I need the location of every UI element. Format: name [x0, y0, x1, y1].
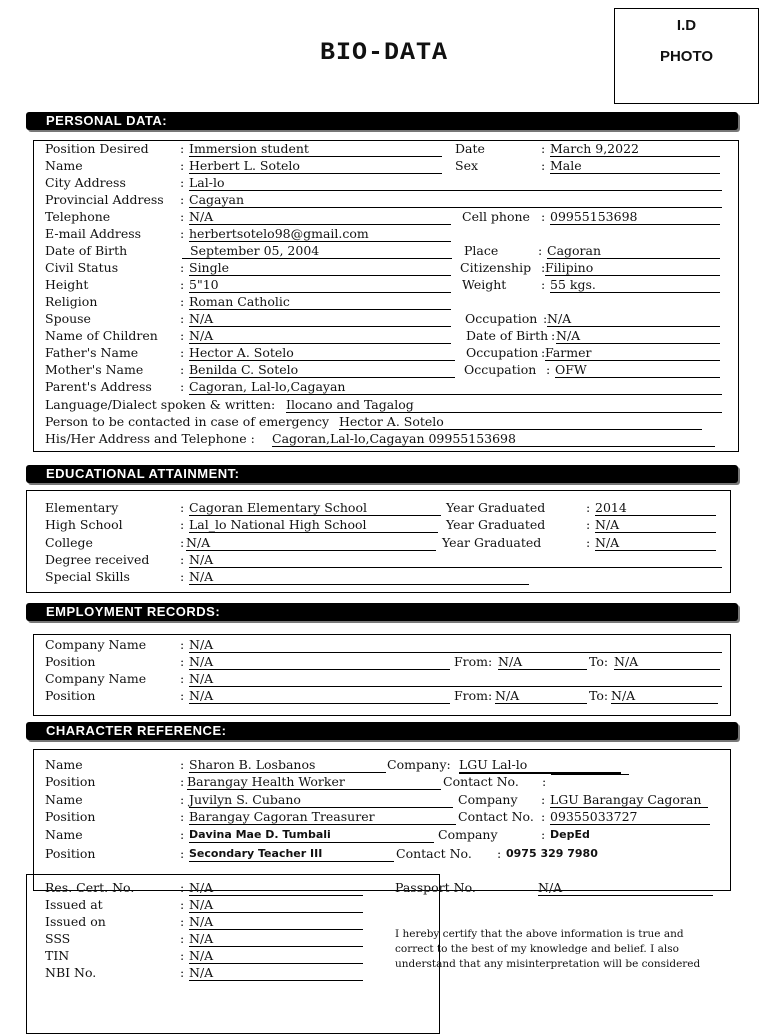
- label-parents-address: Parent's Address: [45, 379, 152, 394]
- label-from: From:: [454, 654, 493, 669]
- colon: :: [541, 209, 546, 224]
- page-title: BIO-DATA: [319, 38, 449, 67]
- colon: :: [546, 362, 551, 377]
- label-ref-contact: Contact No.: [396, 846, 472, 861]
- field-elementary-year[interactable]: 2014: [595, 500, 716, 516]
- field-citizenship[interactable]: Filipino: [545, 260, 720, 276]
- field-ref2-company[interactable]: LGU Barangay Cagoran: [550, 792, 708, 808]
- label-position-desired: Position Desired: [45, 141, 149, 156]
- label-children-dob: Date of Birth: [466, 328, 549, 343]
- field-nbi[interactable]: N/A: [189, 965, 363, 981]
- colon: :: [180, 362, 185, 377]
- field-passport[interactable]: N/A: [538, 880, 713, 896]
- field-to-1[interactable]: N/A: [614, 654, 720, 670]
- colon: :: [541, 158, 546, 173]
- label-ref-name: Name: [45, 757, 83, 772]
- label-tin: TIN: [45, 948, 70, 963]
- label-year-graduated: Year Graduated: [446, 517, 546, 532]
- colon: :: [180, 757, 185, 772]
- field-place[interactable]: Cagoran: [547, 243, 720, 259]
- field-high-school-year[interactable]: N/A: [595, 517, 716, 533]
- label-religion: Religion: [45, 294, 98, 309]
- field-email[interactable]: herbertsotelo98@gmail.com: [189, 226, 451, 242]
- label-sex: Sex: [455, 158, 479, 173]
- label-citizenship: Citizenship: [460, 260, 532, 275]
- field-from-1[interactable]: N/A: [498, 654, 587, 670]
- colon: :: [543, 311, 548, 326]
- label-emergency: Person to be contacted in case of emergency: [45, 414, 330, 429]
- label-date: Date: [455, 141, 485, 156]
- label-skills: Special Skills: [45, 569, 130, 584]
- label-to: To:: [589, 654, 609, 669]
- label-to: To:: [589, 688, 609, 703]
- colon: :: [541, 809, 546, 824]
- label-ref-position: Position: [45, 846, 96, 861]
- colon: :: [180, 792, 185, 807]
- photo-label-2: PHOTO: [659, 48, 714, 65]
- colon: :: [180, 569, 185, 584]
- field-father-occupation[interactable]: Farmer: [545, 345, 720, 361]
- label-position: Position: [45, 688, 96, 703]
- colon: :: [180, 311, 185, 326]
- field-ref1-name[interactable]: Sharon B. Losbanos: [189, 757, 386, 773]
- label-name: Name: [45, 158, 83, 173]
- colon: :: [180, 552, 185, 567]
- field-spouse-occupation[interactable]: N/A: [547, 311, 720, 327]
- field-ref3-company[interactable]: DepEd: [550, 828, 590, 841]
- field-ref3-position[interactable]: Secondary Teacher III: [189, 846, 394, 862]
- label-mother: Mother's Name: [45, 362, 144, 377]
- label-children: Name of Children: [45, 328, 158, 343]
- label-position: Position: [45, 654, 96, 669]
- colon: :: [586, 535, 591, 550]
- label-father: Father's Name: [45, 345, 139, 360]
- field-children[interactable]: N/A: [189, 328, 451, 344]
- colon: :: [180, 260, 185, 275]
- field-tin[interactable]: N/A: [189, 948, 363, 964]
- field-company-1[interactable]: N/A: [189, 637, 722, 653]
- field-dob[interactable]: September 05, 2004: [182, 243, 452, 259]
- label-telephone: Telephone: [45, 209, 111, 224]
- colon: :: [541, 345, 546, 360]
- colon: :: [180, 897, 185, 912]
- colon: :: [180, 500, 185, 515]
- colon: :: [180, 914, 185, 929]
- label-height: Height: [45, 277, 89, 292]
- label-passport: Passport No.: [395, 880, 476, 895]
- colon: :: [541, 260, 546, 275]
- label-ref-position: Position: [45, 809, 96, 824]
- field-ref3-name[interactable]: Davina Mae D. Tumbali: [189, 827, 434, 843]
- label-email: E-mail Address: [45, 226, 142, 241]
- label-issued-at: Issued at: [45, 897, 103, 912]
- colon: :: [541, 792, 546, 807]
- label-language: Language/Dialect spoken & written:: [45, 397, 276, 412]
- field-ref1-company[interactable]: LGU Lal-lo: [459, 757, 621, 774]
- field-ref2-position[interactable]: Barangay Cagoran Treasurer: [189, 809, 456, 825]
- field-children-dob[interactable]: N/A: [556, 328, 720, 344]
- label-ref-company: Company: [438, 827, 498, 842]
- label-ref-position: Position: [45, 774, 96, 789]
- colon: :: [180, 846, 185, 861]
- label-ref-contact: Contact No.: [443, 774, 519, 789]
- field-skills[interactable]: N/A: [189, 569, 529, 585]
- field-college[interactable]: N/A: [186, 535, 436, 551]
- field-city-address[interactable]: Lal-lo: [189, 175, 722, 191]
- field-language[interactable]: Ilocano and Tagalog: [286, 397, 722, 413]
- colon: :: [180, 226, 185, 241]
- label-ref-contact: Contact No.: [458, 809, 534, 824]
- label-year-graduated: Year Graduated: [446, 500, 546, 515]
- field-ref2-contact[interactable]: 09355033727: [550, 809, 710, 825]
- colon: :: [497, 846, 502, 861]
- colon: :: [180, 175, 185, 190]
- colon: :: [180, 517, 185, 532]
- field-to-2[interactable]: N/A: [611, 688, 718, 704]
- field-sss[interactable]: N/A: [189, 931, 363, 947]
- field-father[interactable]: Hector A. Sotelo: [189, 345, 455, 361]
- colon: :: [180, 654, 185, 669]
- label-ref-name: Name: [45, 792, 83, 807]
- colon: :: [180, 827, 185, 842]
- field-religion[interactable]: Roman Catholic: [189, 294, 451, 310]
- colon: :: [180, 774, 185, 789]
- colon: :: [180, 379, 185, 394]
- colon: :: [541, 141, 546, 156]
- label-cell-phone: Cell phone: [462, 209, 530, 224]
- field-degree[interactable]: N/A: [189, 552, 722, 568]
- certification-text: I hereby certify that the above information is true and correct to the best of my knowledge and belief. I also understand that any misinterpretation will be considered: [395, 928, 701, 970]
- label-mother-occupation: Occupation: [464, 362, 537, 377]
- field-elementary[interactable]: Cagoran Elementary School: [189, 500, 441, 516]
- label-ref-name: Name: [45, 827, 83, 842]
- section-header-character: CHARACTER REFERENCE:: [26, 722, 738, 740]
- field-spouse[interactable]: N/A: [189, 311, 451, 327]
- field-telephone[interactable]: N/A: [189, 209, 451, 225]
- label-company-name: Company Name: [45, 671, 147, 686]
- label-civil-status: Civil Status: [45, 260, 119, 275]
- colon: :: [180, 948, 185, 963]
- label-spouse-occupation: Occupation: [465, 311, 538, 326]
- label-from: From:: [454, 688, 493, 703]
- colon: :: [586, 517, 591, 532]
- colon: :: [551, 328, 556, 343]
- label-sss: SSS: [45, 931, 71, 946]
- field-issued-at[interactable]: N/A: [189, 897, 363, 913]
- field-high-school[interactable]: Lal_lo National High School: [189, 517, 438, 533]
- label-dob: Date of Birth: [45, 243, 128, 258]
- field-ref1-contact[interactable]: [551, 774, 629, 775]
- label-year-graduated: Year Graduated: [442, 535, 542, 550]
- id-photo-box: [614, 8, 759, 104]
- field-res-cert[interactable]: N/A: [189, 880, 363, 896]
- field-ref3-contact[interactable]: 0975 329 7980: [506, 847, 598, 860]
- field-position-desired[interactable]: Immersion student: [189, 141, 442, 157]
- colon: :: [542, 774, 547, 789]
- field-from-2[interactable]: N/A: [495, 688, 587, 704]
- label-high-school: High School: [45, 517, 123, 532]
- label-res-cert: Res. Cert. No.: [45, 880, 135, 895]
- colon: :: [180, 671, 185, 686]
- colon: :: [541, 277, 546, 292]
- label-college: College: [45, 535, 93, 550]
- label-father-occupation: Occupation: [466, 345, 539, 360]
- colon: :: [541, 827, 546, 842]
- label-issued-on: Issued on: [45, 914, 106, 929]
- field-name[interactable]: Herbert L. Sotelo: [189, 158, 442, 174]
- field-position-1[interactable]: N/A: [189, 654, 450, 670]
- field-position-2[interactable]: N/A: [189, 688, 450, 704]
- label-degree: Degree received: [45, 552, 150, 567]
- label-city-address: City Address: [45, 175, 126, 190]
- field-parents-address[interactable]: Cagoran, Lal-lo,Cagayan: [189, 379, 722, 395]
- label-place: Place: [464, 243, 499, 258]
- colon: :: [180, 880, 185, 895]
- label-ref-company: Company: [458, 792, 518, 807]
- field-civil-status[interactable]: Single: [189, 260, 451, 276]
- field-emergency-address[interactable]: Cagoran,Lal-lo,Cagayan 09955153698: [272, 431, 715, 447]
- field-mother-occupation[interactable]: OFW: [555, 362, 720, 378]
- colon: :: [180, 277, 185, 292]
- field-ref2-name[interactable]: Juvilyn S. Cubano: [189, 792, 453, 808]
- section-header-employment: EMPLOYMENT RECORDS:: [26, 603, 738, 621]
- field-emergency[interactable]: Hector A. Sotelo: [339, 414, 702, 430]
- colon: :: [180, 209, 185, 224]
- section-header-personal: PERSONAL DATA:: [26, 112, 738, 130]
- field-company-2[interactable]: N/A: [189, 671, 722, 687]
- colon: :: [180, 931, 185, 946]
- colon: :: [586, 500, 591, 515]
- label-weight: Weight: [462, 277, 507, 292]
- field-mother[interactable]: Benilda C. Sotelo: [189, 362, 455, 378]
- field-college-year[interactable]: N/A: [595, 535, 716, 551]
- label-ref-company: Company:: [387, 757, 451, 772]
- section-header-education: EDUCATIONAL ATTAINMENT:: [26, 465, 738, 483]
- colon: :: [180, 328, 185, 343]
- label-emergency-address: His/Her Address and Telephone :: [45, 431, 255, 446]
- label-nbi: NBI No.: [45, 965, 97, 980]
- colon: :: [180, 158, 185, 173]
- colon: :: [180, 688, 185, 703]
- label-elementary: Elementary: [45, 500, 119, 515]
- field-date[interactable]: March 9,2022: [550, 141, 720, 157]
- colon: :: [180, 192, 185, 207]
- colon: :: [538, 243, 543, 258]
- colon: :: [180, 141, 185, 156]
- colon: :: [180, 535, 185, 550]
- photo-label-1: I.D: [676, 17, 697, 34]
- label-provincial-address: Provincial Address: [45, 192, 164, 207]
- field-sex[interactable]: Male: [550, 158, 720, 174]
- colon: :: [180, 637, 185, 652]
- field-height[interactable]: 5"10: [189, 277, 451, 293]
- colon: :: [180, 294, 185, 309]
- label-company-name: Company Name: [45, 637, 147, 652]
- field-ref1-position[interactable]: Barangay Health Worker: [187, 774, 441, 790]
- field-weight[interactable]: 55 kgs.: [550, 277, 720, 293]
- field-cell-phone[interactable]: 09955153698: [550, 209, 720, 225]
- colon: :: [180, 809, 185, 824]
- colon: :: [180, 965, 185, 980]
- colon: :: [180, 345, 185, 360]
- field-provincial-address[interactable]: Cagayan: [189, 192, 722, 208]
- label-spouse: Spouse: [45, 311, 91, 326]
- field-issued-on[interactable]: N/A: [189, 914, 363, 930]
